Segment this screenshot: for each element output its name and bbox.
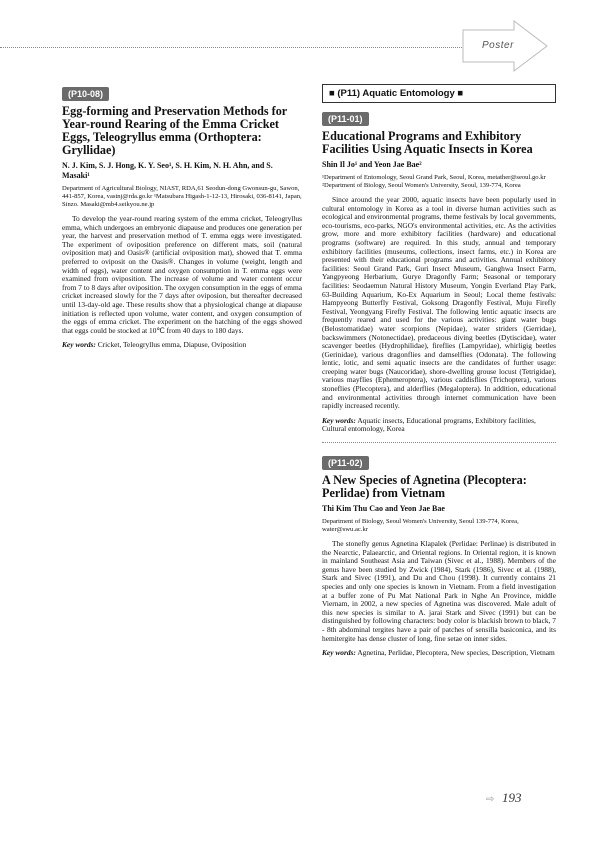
keywords-text: Agnetina, Perlidae, Plecoptera, New species, Description, Vietnam (357, 648, 555, 658)
abstract-authors: Thi Kim Thu Cao and Yeon Jae Bae (322, 504, 445, 514)
abstract-affiliation: Department of Agricultural Biology, NIAST, RDA,61 Seodun-dong Gwonsun-gu, Sawon, 441-857, Korea, vastnj@rda.go.kr ¹Matsubara Higash-1-12-13, Hirosaki, 036-8141, Japan, Sinzo. Masaki@mb4.seikyou.ne.jp (62, 185, 302, 208)
right-column (322, 84, 556, 658)
keywords (62, 341, 302, 350)
header-dotted-rule (0, 47, 470, 48)
poster-label: Poster (482, 40, 514, 51)
keywords (322, 649, 556, 658)
abstract-tag: (P11-01) (322, 112, 369, 126)
abstract-separator (322, 442, 556, 443)
keywords-text: Cricket, Teleogryllus emma, Diapuse, Oviposition (97, 340, 247, 350)
keywords-label: Key words: (322, 648, 356, 658)
abstract-affiliation: ¹Department of Entomology, Seoul Grand Park, Seoul, Korea, metather@seoul.go.kr ²Department of Biology, Seoul Women's University, Seoul, 139-774, Korea (322, 174, 546, 189)
keywords-text: Aquatic insects, Educational programs, Exhibitory facilities, Cultural entomology, Korea (322, 415, 536, 434)
keywords (322, 417, 556, 434)
abstract-authors: Shin Il Jo¹ and Yeon Jae Bae² (322, 160, 422, 169)
left-column (62, 84, 302, 350)
abstract-body: Since around the year 2000, aquatic insects have been popularly used in cultural entomology in Korea as a tool in diverse human activities such as ecological and environmental programs, theme festivals by local governments, eco-tourisms, eco-parks, NGO's environmental activities, etc. As the activities grow, more and more exhibitory facilities (hardware) and educational programs (software) are required. In this study, annual and temporary exhibitory facilities (museums, collections, insect farms, etc.) in Korea are presented with their educational programs and activities. Annual exhibitory facilities: Seoul Grand Park, Guri Insect Museum, Ganghwa Insect Farm, Yangpyeong Herbarium, Gurye Dragonfly Farm; Seasonal or temporary facilities: Seodaemun Natural History Museum, Yongin Everland Play Park, 63-Building Aquarium, Ko-Ex Aquarium in Seoul; Local theme festivals: Hampyeong Butterfly Festival, Goksong Dragonfly Festival, Muju Firefly Festival, Yeongyang Firefly Festival. The following lentic aquatic insects are frequently reared and used for the various activities: giant water bugs (Belostomatidae) water scorpions (Nepidae), water striders (Gerridae), backswimmers (Notonectidae), predaceous diving beetles (Dytiscidae), water scavenger beetles (Hydrophilidae), fireflies (Lampyridae), whirligig beetles (Gerinidae), various dragonflies and damselflies (Odonata). The following lentic, lotic, and semi aquatic insects are the candidates of further usage: creeping water bugs (Naucoridae), shore-dwelling grouse locust (Tetrigidae), various mayflies (Ephemeroptera), various caddisflies (Trichoptera), various stoneflies (Plecoptera), and alderflies (Megaloptera). In addition, educational and environmental activities through internet communication have been rapidly increased recently. (322, 195, 556, 411)
keywords-label: Key words: (322, 415, 356, 425)
abstract-title: A New Species of Agnetina (Plecoptera: Perlidae) from Vietnam (322, 473, 527, 501)
keywords-label: Key words: (62, 340, 96, 350)
abstract-tag: (P11-02) (322, 456, 369, 470)
abstract-affiliation: Department of Biology, Seoul Women's University, Seoul 139-774, Korea, water@swu.ac.kr (322, 518, 519, 534)
abstract-title: Educational Programs and Exhibitory Facilities Using Aquatic Insects in Korea (322, 129, 533, 156)
abstract-title: Egg-forming and Preservation Methods for Year-round Rearing of the Emma Cricket Eggs, Teleogryllus emma (Orthoptera: Gryllidae) (62, 104, 287, 157)
abstract-authors: N. J. Kim, S. J. Hong, K. Y. Seo¹, S. H. Kim, N. H. Ahn, and S. Masaki¹ (62, 161, 273, 180)
abstract-body: The stonefly genus Agnetina Klapalek (Perlidae: Perlinae) is distributed in the Nearctic, Palaearctic, and Oriental regions. In Oriental region, it is known in mainland Southeast Asia and Taiwan (Sivec et al., 1988). Members of the genus have been studied by Zwick (1984), Stark (1986), Sivec et al. (1988), Stark and Sivec (1991), and Du and Chou (1998). It currently contains 21 species and only one species is known in Vietnam. From a field investigation at a buffer zone of Pu Mat National Park in Nghe An Province, middle Viernam, in 2002, a new species of Agnetina was discovered. Male adult of this new species is similar to A. jarai Stark and Sivec (1991) but can be distinguished by following characters: body color is blackish brown to black, 7 - 8th abdominal tergites have a pair of patches of sensilla basiconica, and its hemitergite has dense cluster of long, fine setae on inner sides. (322, 539, 556, 643)
abstract-tag: (P10-08) (62, 87, 109, 101)
arrow-right-icon: ⇨ (486, 794, 495, 805)
section-heading: ■ (P11) Aquatic Entomology ■ (322, 84, 556, 103)
abstract-body: To develop the year-round rearing system of the emma cricket, Teleogryllus emma, which undergoes an embryonic diapause and produces one generation per year, the harvest and preservation method of T. emma eggs were investigated. The experiment of oviposition preference on different mats, soil (natural oviposition mat) and Oasis® (artificial oviposition mat), showed that T. emma preferred to oviposit on the Oasis®. Changes in volume (weight, length and width of eggs), water content and oxygen consumption in T. emma eggs were examined from oviposition. The increase of volume and water content occur from 7 to 8 days after oviposition. The oxygen consumption in the eggs of emma cricket increased slowly for the 7 days after oviposion, but thereafter decreased until 13-day-old age. These results show that a physiological change at diapause initiation is reflected upon volume, water content, and oxygen consumption of the eggs of emma cricket. The experiment on the hatching of the eggs showed that eggs could be stocked at 10℃ from 40 days to 180 days. (62, 214, 302, 335)
page-number: 193 (502, 790, 522, 805)
